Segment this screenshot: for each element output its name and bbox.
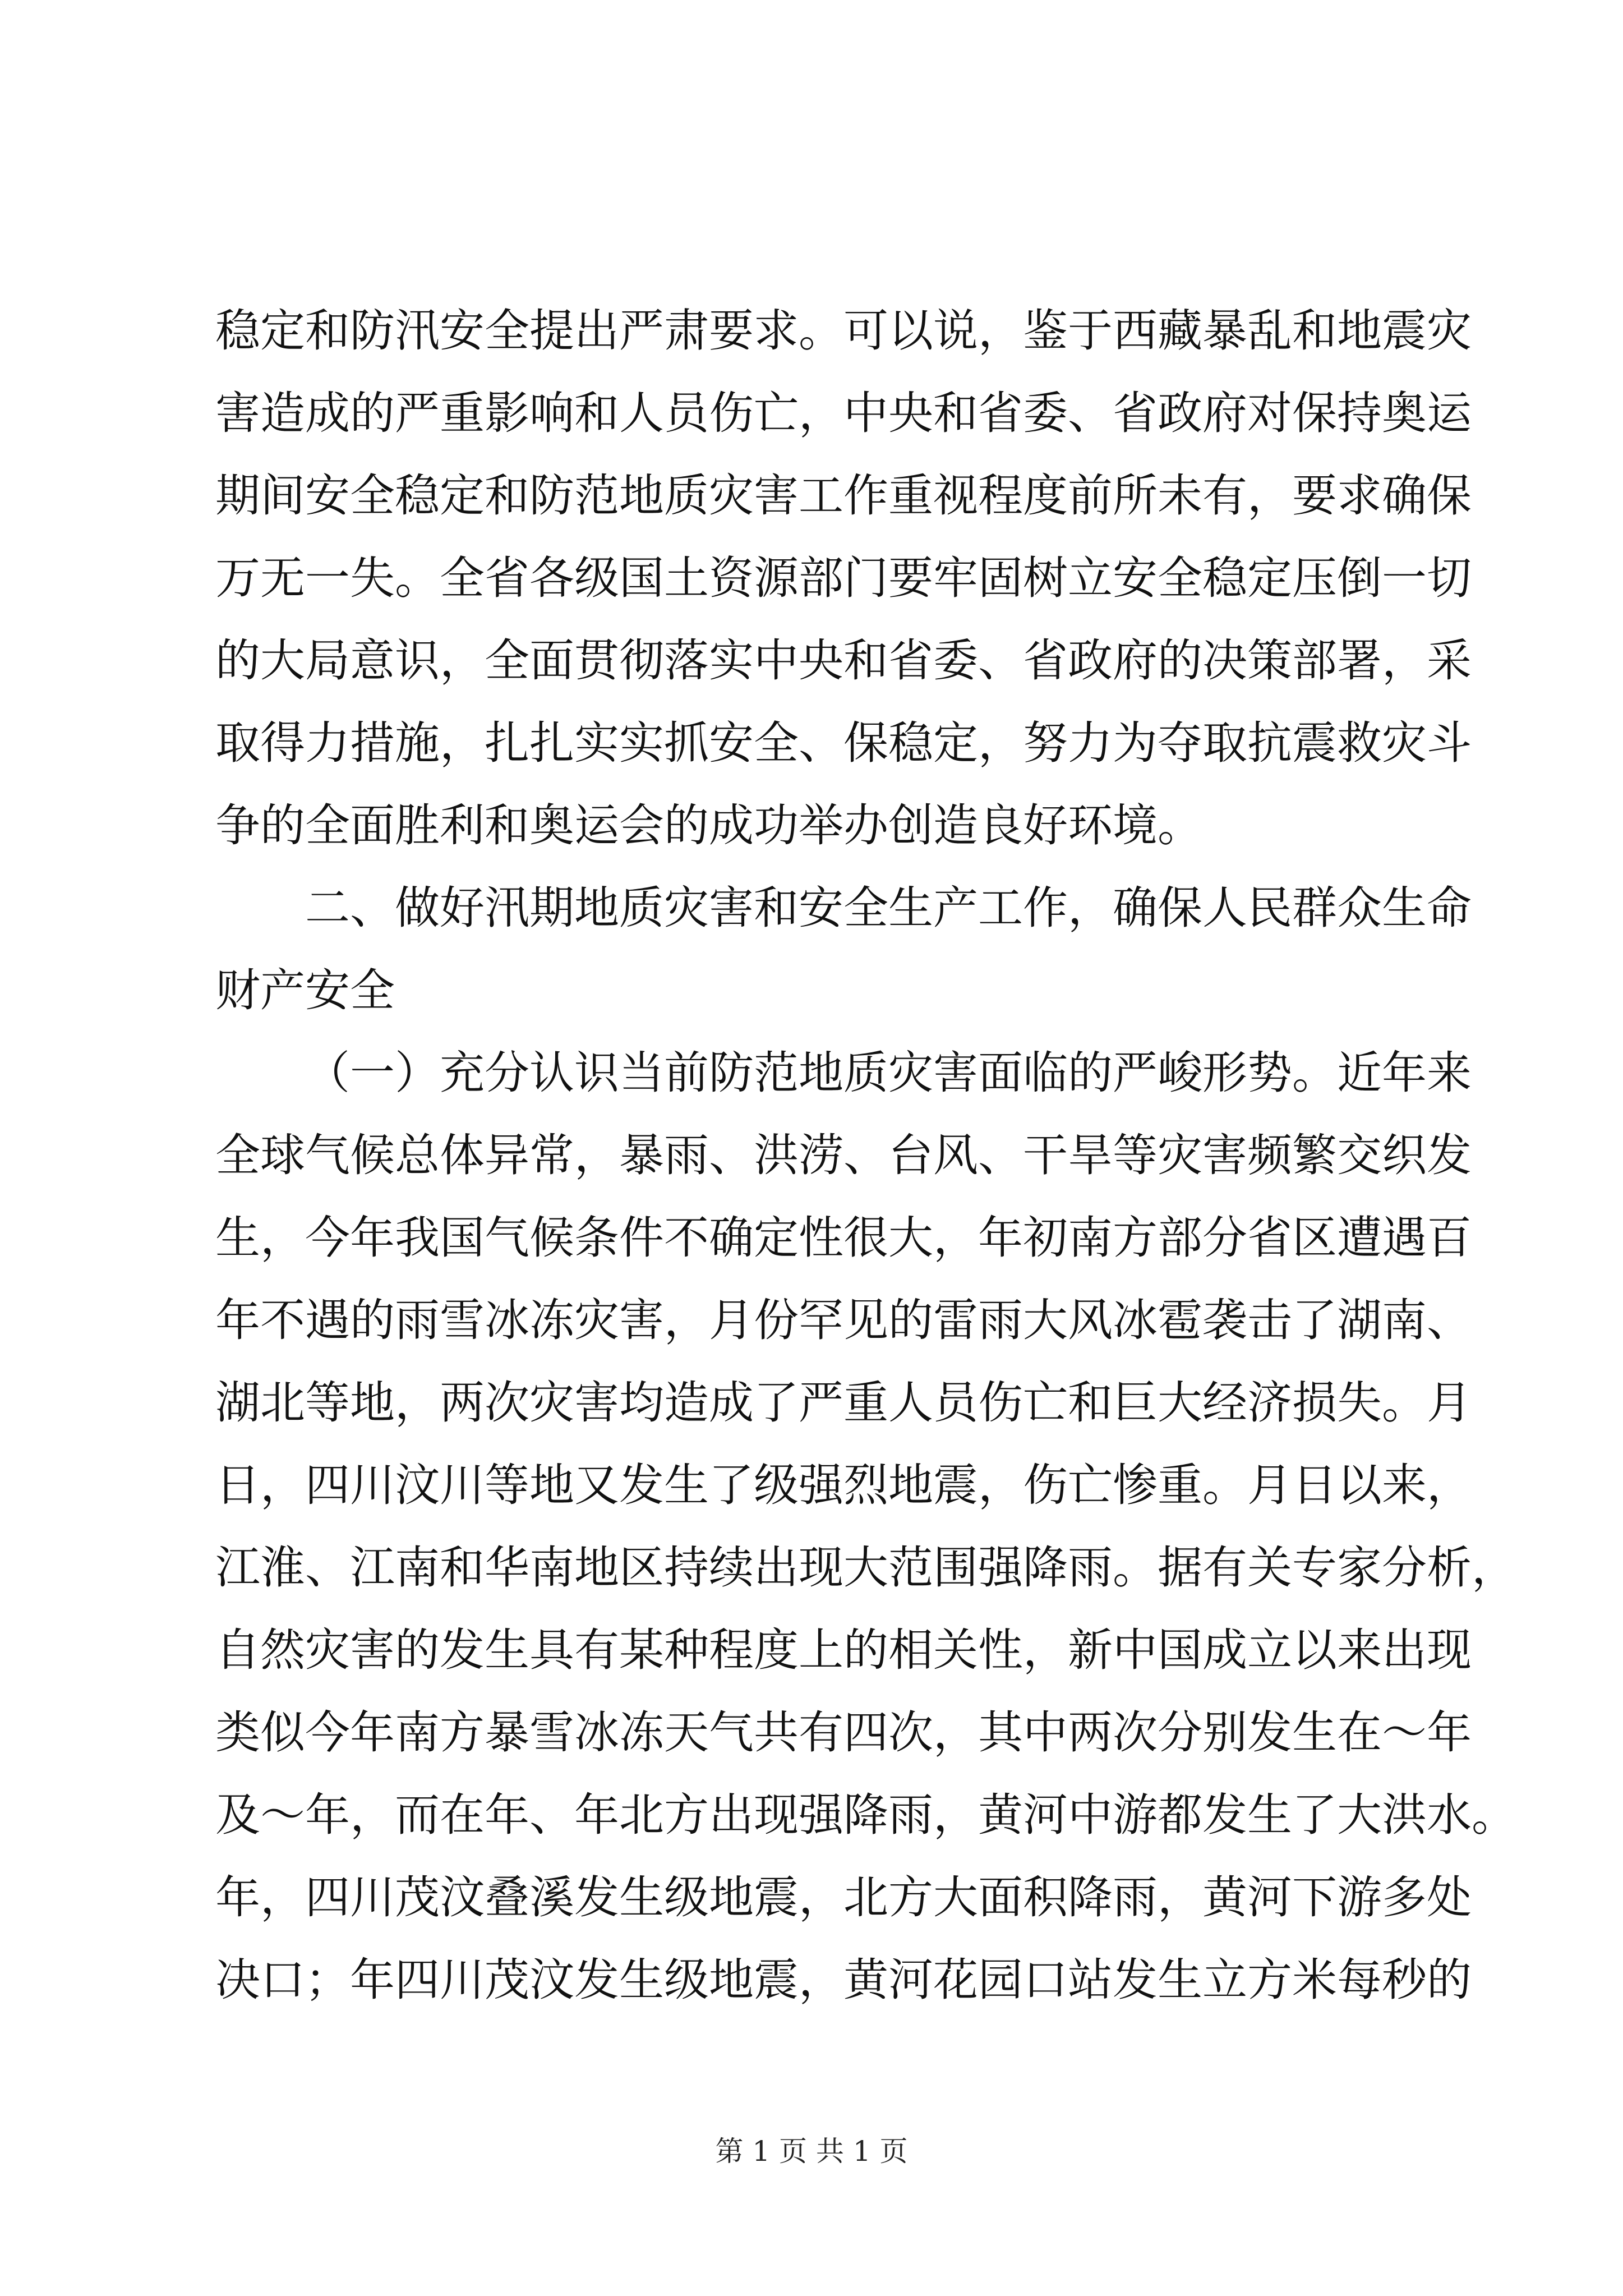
text-line: 年，四川茂汶叠溪发生级地震，北方大面积降雨，黄河下游多处	[215, 1871, 1472, 1924]
text-line: 的大局意识，全面贯彻落实中央和省委、省政府的决策部署，采	[215, 634, 1472, 687]
text-line: 自然灾害的发生具有某种程度上的相关性，新中国成立以来出现	[215, 1624, 1472, 1676]
text-line: 及～年，而在年、年北方出现强降雨，黄河中游都发生了大洪水。	[215, 1789, 1516, 1841]
text-line: 取得力措施，扎扎实实抓安全、保稳定，努力为夺取抗震救灾斗	[215, 717, 1472, 769]
subsection-first-line: （一）充分认识当前防范地质灾害面临的严峻形势。近年来	[305, 1047, 1472, 1099]
body-text	[215, 289, 1516, 2021]
text-line: 全球气候总体异常，暴雨、洪涝、台风、干旱等灾害频繁交织发	[215, 1129, 1472, 1181]
text-line: 生，今年我国气候条件不确定性很大，年初南方部分省区遭遇百	[215, 1212, 1472, 1264]
text-line: 江淮、江南和华南地区持续出现大范围强降雨。据有关专家分析，	[215, 1542, 1516, 1594]
text-line: 决口；年四川茂汶发生级地震，黄河花园口站发生立方米每秒的	[215, 1954, 1472, 2006]
text-line: 湖北等地，两次灾害均造成了严重人员伤亡和巨大经济损失。月	[215, 1377, 1472, 1429]
text-line: 日，四川汶川等地又发生了级强烈地震，伤亡惨重。月日以来，	[215, 1459, 1472, 1511]
page-footer: 第 1 页 共 1 页	[715, 2135, 908, 2168]
text-line: 万无一失。全省各级国土资源部门要牢固树立安全稳定压倒一切	[215, 552, 1472, 604]
text-line: 害造成的严重影响和人员伤亡，中央和省委、省政府对保持奥运	[215, 387, 1472, 439]
text-line: 争的全面胜利和奥运会的成功举办创造良好环境。	[215, 799, 1202, 852]
section-heading-line: 二、做好汛期地质灾害和安全生产工作，确保人民群众生命	[305, 882, 1472, 934]
section-heading-line: 财产安全	[215, 964, 395, 1016]
text-line: 稳定和防汛安全提出严肃要求。可以说，鉴于西藏暴乱和地震灾	[215, 305, 1472, 357]
text-line: 年不遇的雨雪冰冻灾害，月份罕见的雷雨大风冰雹袭击了湖南、	[215, 1294, 1472, 1346]
text-line: 期间安全稳定和防范地质灾害工作重视程度前所未有，要求确保	[215, 470, 1472, 522]
text-line: 类似今年南方暴雪冰冻天气共有四次，其中两次分别发生在～年	[215, 1706, 1472, 1759]
